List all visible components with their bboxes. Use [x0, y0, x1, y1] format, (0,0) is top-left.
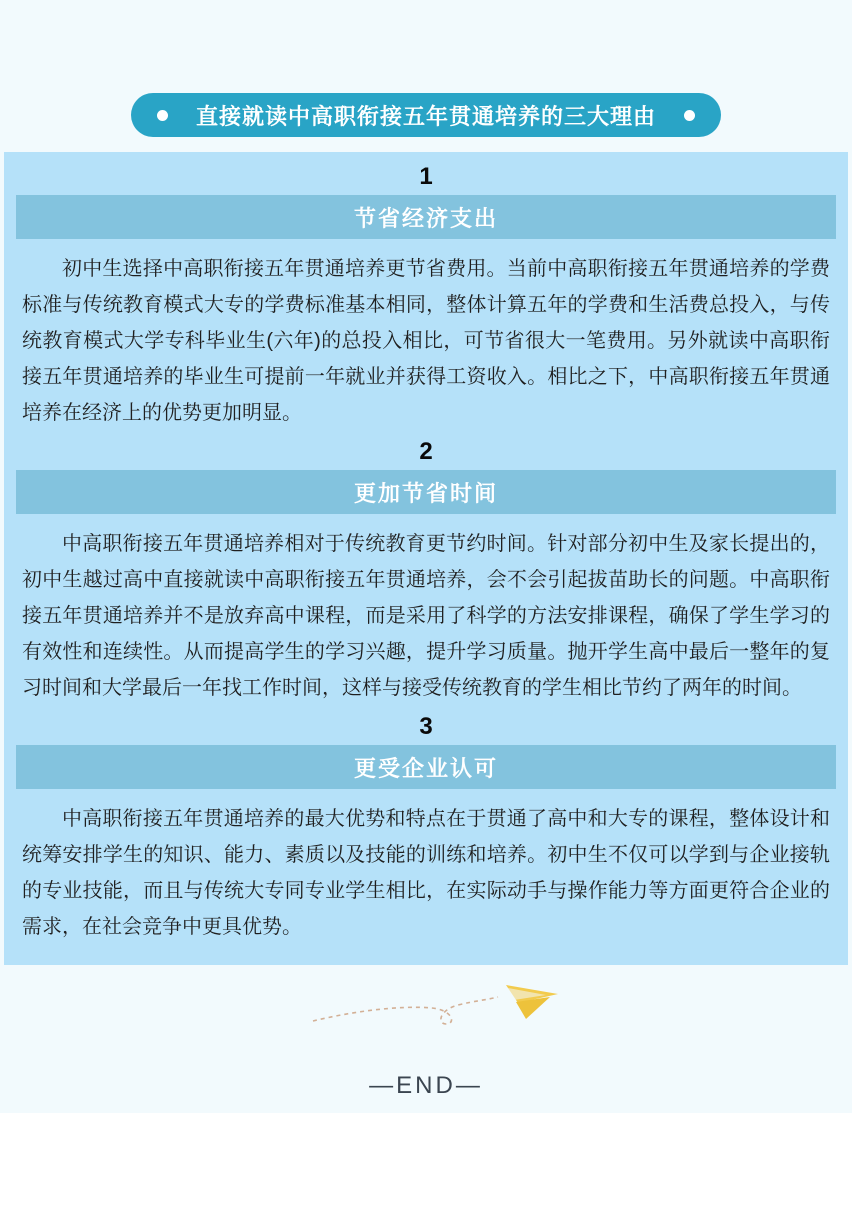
section-1-heading-bar: [16, 195, 836, 239]
section-1: [22, 162, 830, 431]
article-title-banner: [131, 93, 721, 137]
section-2-heading: 更加节省时间: [353, 480, 498, 506]
section-2-heading-bar: [16, 470, 836, 514]
section-1-number: 1: [419, 163, 433, 190]
section-1-heading: 节省经济支出: [353, 205, 498, 231]
paper-plane-decoration: [0, 977, 852, 1032]
content-box: [4, 152, 848, 965]
title-dot-right-icon: [684, 110, 695, 121]
section-1-body: 初中生选择中高职衔接五年贯通培养更节省费用。当前中高职衔接五年贯通培养的学费标准与传统教育模式大专的学费标准基本相同，整体计算五年的学费和生活费总投入，与传统教育模式大学专科毕业生(六年)的总投入相比，可节省很大一笔费用。另外就读中高职衔接五年贯通培养的毕业生可提前一年就业并获得工资收入。相比之下，中高职衔接五年贯通培养在经济上的优势更加明显。: [22, 258, 830, 424]
section-2: [22, 437, 830, 706]
section-3-heading-bar: [16, 745, 836, 789]
section-2-number: 2: [419, 438, 433, 465]
end-marker: —END—: [369, 1072, 483, 1099]
section-3: [22, 712, 830, 945]
paper-plane-icon: [308, 977, 558, 1032]
section-3-body: 中高职衔接五年贯通培养的最大优势和特点在于贯通了高中和大专的课程，整体设计和统筹安排学生的知识、能力、素质以及技能的训练和培养。初中生不仅可以学到与企业接轨的专业技能，而且与传统大专同专业学生相比，在实际动手与操作能力等方面更符合企业的需求，在社会竞争中更具优势。: [22, 808, 830, 938]
article-title: 直接就读中高职衔接五年贯通培养的三大理由: [195, 103, 656, 129]
section-3-number: 3: [419, 713, 433, 740]
section-3-heading: 更受企业认可: [353, 755, 498, 781]
title-dot-left-icon: [157, 110, 168, 121]
section-2-body: 中高职衔接五年贯通培养相对于传统教育更节约时间。针对部分初中生及家长提出的，初中生越过高中直接就读中高职衔接五年贯通培养，会不会引起拔苗助长的问题。中高职衔接五年贯通培养并不是放弃高中课程，而是采用了科学的方法安排课程，确保了学生学习的有效性和连续性。从而提高学生的学习兴趣，提升学习质量。抛开学生高中最后一整年的复习时间和大学最后一年找工作时间，这样与接受传统教育的学生相比节约了两年的时间。: [22, 533, 830, 699]
